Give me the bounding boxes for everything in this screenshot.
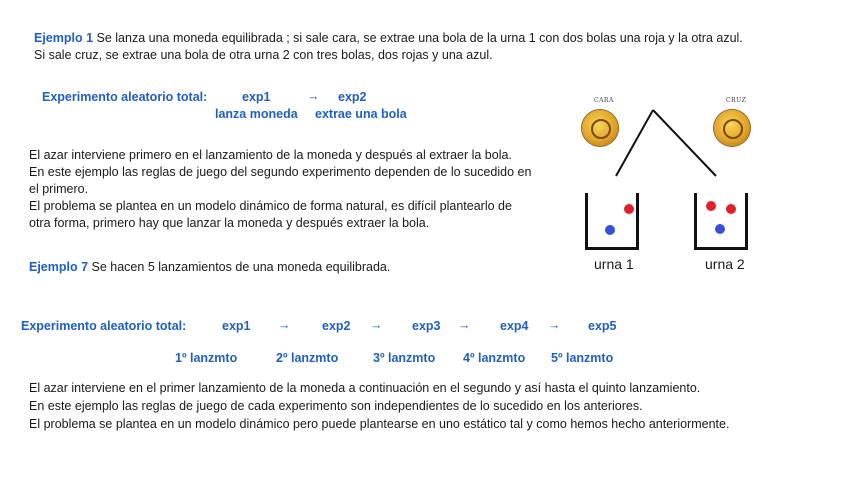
- coin-cruz-label: CRUZ: [726, 97, 747, 104]
- exp-total-2-desc: 1º lanzmto: [175, 351, 238, 365]
- exp-total-2-arrow: →: [458, 318, 471, 332]
- paragraph-1-line: el primero.: [29, 182, 89, 196]
- paragraph-2-line: El problema se plantea en un modelo dinámico pero puede plantearse en uno estático tal y como hemos hecho anteriormente.: [29, 417, 730, 431]
- tree-line-left: [616, 110, 653, 176]
- example-1-text: Se lanza una moneda equilibrada ; si sale cara, se extrae una bola de la urna 1 con dos bolas una roja y la otra azul.: [93, 31, 743, 45]
- urn-1: [585, 193, 639, 250]
- urn-2: [694, 193, 748, 250]
- exp-total-1-exp1: exp1: [242, 90, 271, 104]
- example-7: [29, 260, 390, 274]
- exp-total-1-arrow: →: [307, 89, 320, 103]
- paragraph-1-line: El problema se plantea en un modelo dinámico de forma natural, es difícil plantearlo de: [29, 199, 512, 213]
- example-1-line-2: Si sale cruz, se extrae una bola de otra urna 2 con tres bolas, dos rojas y una azul.: [34, 48, 493, 62]
- example-1-label: Ejemplo 1: [34, 31, 94, 45]
- exp-total-2-desc: 5º lanzmto: [551, 351, 614, 365]
- exp-total-2-desc: 2º lanzmto: [276, 351, 339, 365]
- exp-total-2-exp: exp5: [588, 319, 617, 333]
- ball-red: [706, 201, 716, 211]
- exp-total-1-desc2: extrae una bola: [315, 107, 407, 121]
- exp-total-2-desc: 4º lanzmto: [463, 351, 526, 365]
- exp-total-2-exp: exp1: [222, 319, 251, 333]
- exp-total-2-arrow: →: [370, 318, 383, 332]
- tree-line-right: [653, 110, 716, 176]
- exp-total-1-exp2: exp2: [338, 90, 367, 104]
- figure-coins-urns: [570, 90, 770, 280]
- exp-total-2-label: Experimento aleatorio total:: [21, 319, 187, 333]
- exp-total-2-arrow: →: [278, 318, 291, 332]
- exp-total-2-exp: exp2: [322, 319, 351, 333]
- exp-total-1-label: Experimento aleatorio total:: [42, 90, 208, 104]
- example-7-text: Se hacen 5 lanzamientos de una moneda equilibrada.: [88, 260, 391, 274]
- ball-blue: [715, 224, 725, 234]
- exp-total-2-desc: 3º lanzmto: [373, 351, 436, 365]
- exp-total-1-desc1: lanza moneda: [215, 107, 298, 121]
- example-7-label: Ejemplo 7: [29, 260, 89, 274]
- urn-1-label: urna 1: [594, 256, 634, 272]
- exp-total-2-arrow: →: [548, 318, 561, 332]
- ball-red: [624, 204, 634, 214]
- paragraph-1-line: El azar interviene primero en el lanzamiento de la moneda y después al extraer la bola.: [29, 148, 512, 162]
- ball-red: [726, 204, 736, 214]
- urn-2-label: urna 2: [705, 256, 745, 272]
- paragraph-1-line: otra forma, primero hay que lanzar la moneda y después extraer la bola.: [29, 216, 430, 230]
- exp-total-2-exp: exp4: [500, 319, 529, 333]
- ball-blue: [605, 225, 615, 235]
- coin-cara-label: CARA: [594, 97, 614, 104]
- exp-total-2-exp: exp3: [412, 319, 441, 333]
- tree-lines: [570, 90, 770, 190]
- paragraph-2-line: En este ejemplo las reglas de juego de cada experimento son independientes de lo sucedido en los anteriores.: [29, 399, 643, 413]
- paragraph-2-line: El azar interviene en el primer lanzamiento de la moneda a continuación en el segundo y así hasta el quinto lanzamiento.: [29, 381, 701, 395]
- example-1: [34, 31, 743, 45]
- paragraph-1-line: En este ejemplo las reglas de juego del segundo experimento dependen de lo sucedido en: [29, 165, 532, 179]
